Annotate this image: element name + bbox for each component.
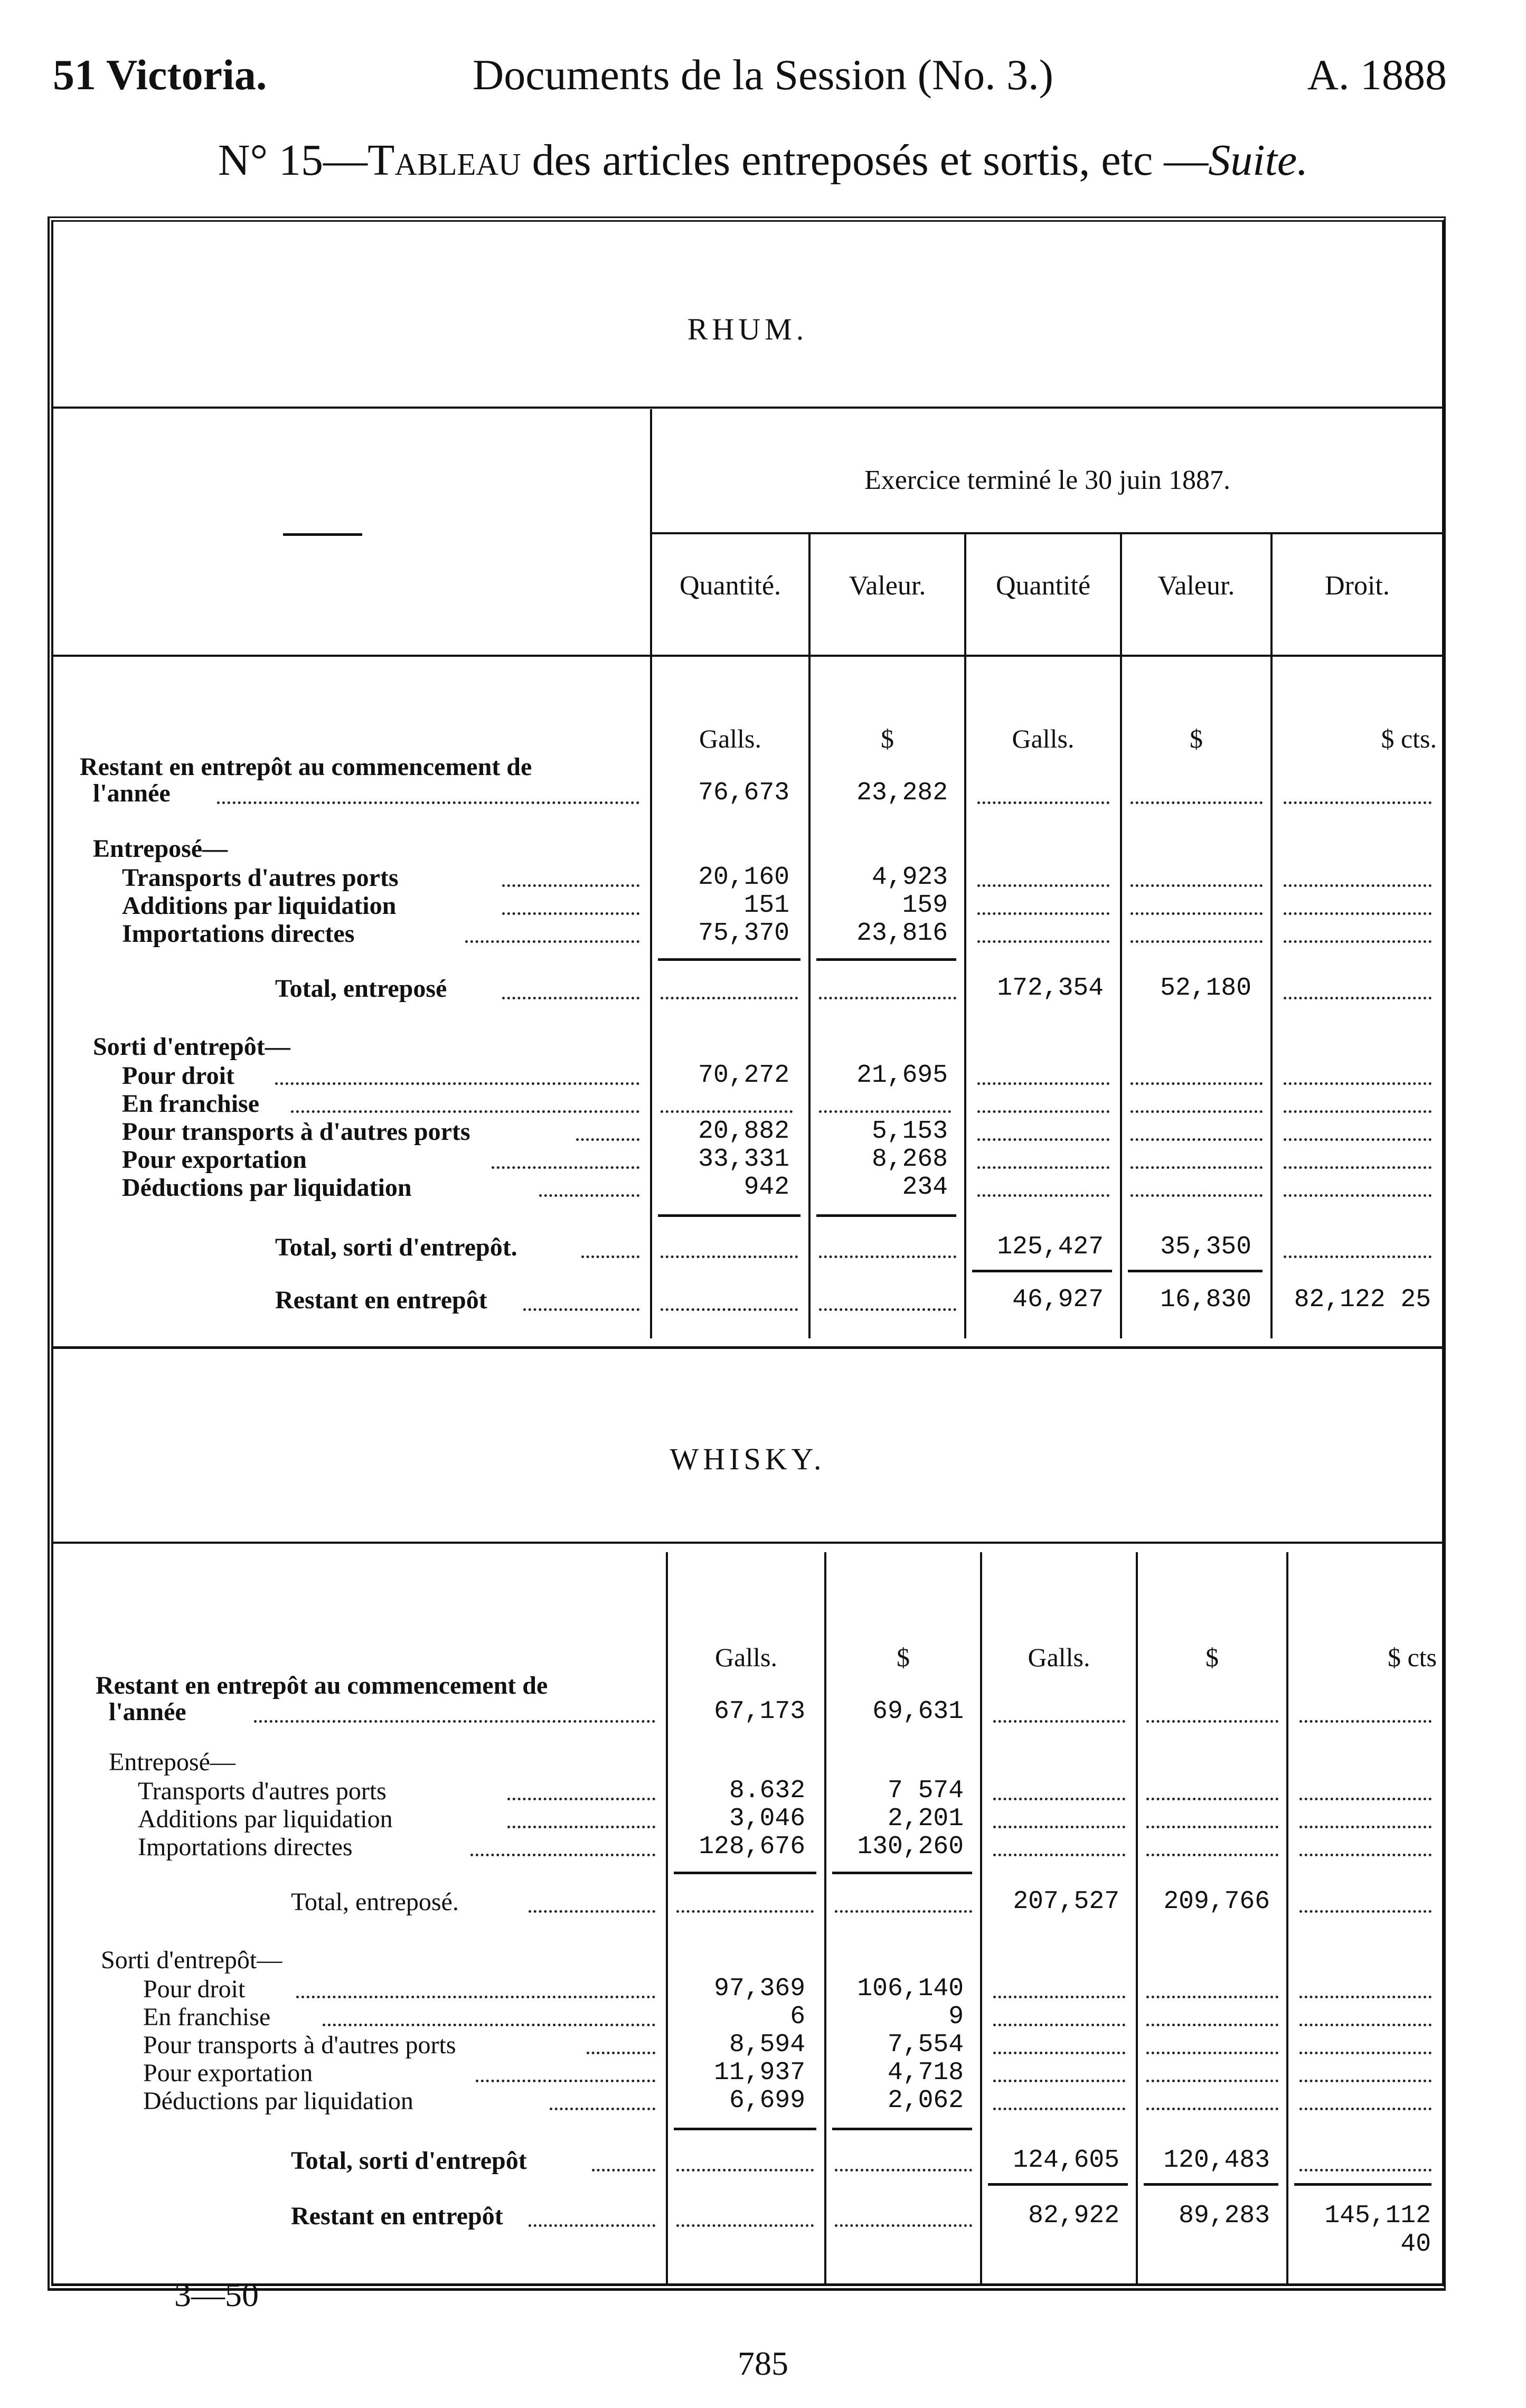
whisky-unit-droit: $ cts xyxy=(1387,1642,1437,1672)
rhum-unit-galls-1: Galls. xyxy=(699,724,762,753)
leader-dots xyxy=(977,940,1109,943)
rhum-col-line xyxy=(964,533,966,1338)
leader-dots xyxy=(661,1308,798,1311)
rhum-total-sorti-qty: 125,427 xyxy=(997,1233,1104,1261)
leader-dots xyxy=(977,1194,1109,1197)
whisky-deductions-val: 2,062 xyxy=(887,2086,964,2115)
running-header-right: A. 1888 xyxy=(1307,51,1447,99)
leader-dots xyxy=(1146,1798,1278,1800)
leader-dots xyxy=(1284,912,1431,915)
subtotal-rule xyxy=(972,1270,1112,1272)
leader-dots xyxy=(296,1996,655,1998)
leader-dots xyxy=(819,1308,956,1311)
rhum-opening-label-2: l'année xyxy=(93,779,171,807)
rhum-exportation-label: Pour exportation xyxy=(122,1146,307,1174)
col-head-droit: Droit. xyxy=(1325,571,1390,601)
rhum-opening-qty: 76,673 xyxy=(698,779,789,807)
leader-dots xyxy=(1131,801,1263,804)
whisky-unit-galls-1: Galls. xyxy=(714,1642,778,1672)
leader-dots xyxy=(993,1826,1125,1828)
leader-dots xyxy=(676,1910,814,1913)
col-head-quantite-2: Quantité xyxy=(995,571,1091,601)
leader-dots xyxy=(1131,1138,1263,1141)
rhum-total-sorti-val: 35,350 xyxy=(1160,1233,1251,1261)
whisky-opening-val: 69,631 xyxy=(872,1697,964,1726)
leader-dots xyxy=(470,1854,655,1856)
rhum-section xyxy=(53,222,1442,1349)
leader-dots xyxy=(1299,1996,1431,1998)
leader-dots xyxy=(1284,1166,1431,1169)
leader-dots xyxy=(1299,2052,1431,2054)
rhum-opening-label: Restant en entrepôt au commencement de xyxy=(80,753,532,781)
leader-dots xyxy=(993,1854,1125,1856)
rhum-exportation-val: 8,268 xyxy=(871,1145,948,1174)
leader-dots xyxy=(1146,1720,1278,1723)
rhum-col-line xyxy=(1270,533,1273,1338)
leader-dots xyxy=(835,1910,972,1913)
whisky-franchise-label: En franchise xyxy=(143,2003,271,2031)
subtotal-rule xyxy=(658,1214,800,1217)
rhum-title-rule xyxy=(53,407,1442,409)
leader-dots xyxy=(1299,1798,1431,1800)
leader-dots xyxy=(993,2024,1125,2026)
subtotal-rule xyxy=(988,2183,1128,2186)
rhum-transports-label: Transports d'autres ports xyxy=(122,864,399,892)
leader-dots xyxy=(539,1194,639,1197)
leader-dots xyxy=(1146,2108,1278,2110)
leader-dots xyxy=(977,912,1109,915)
leader-dots xyxy=(835,2224,972,2227)
leader-dots xyxy=(1299,2169,1431,2171)
whisky-opening-label-2: l'année xyxy=(109,1698,186,1726)
rhum-additions-val: 159 xyxy=(902,891,948,920)
rhum-additions-label: Additions par liquidation xyxy=(122,892,397,920)
rhum-deductions-label: Déductions par liquidation xyxy=(122,1174,412,1202)
period-rule xyxy=(652,532,1442,534)
rhum-total-entrepose-label: Total, entreposé xyxy=(275,975,447,1003)
leader-dots xyxy=(592,2169,655,2171)
subtotal-rule xyxy=(832,1872,972,1874)
leader-dots xyxy=(1284,1138,1431,1141)
whisky-entrepose-heading: Entreposé— xyxy=(109,1748,236,1776)
leader-dots xyxy=(1146,2080,1278,2082)
leader-dots xyxy=(581,1255,639,1258)
whisky-title: WHISKY. xyxy=(670,1442,826,1476)
leader-dots xyxy=(1284,1082,1431,1085)
leader-dots xyxy=(291,1110,639,1113)
whisky-additions-qty: 3,046 xyxy=(729,1805,805,1833)
leader-dots xyxy=(502,884,639,887)
leader-dots xyxy=(1146,2052,1278,2054)
leader-dots xyxy=(502,912,639,915)
rhum-transports-autres-val: 5,153 xyxy=(871,1117,948,1146)
whisky-pour-droit-label: Pour droit xyxy=(143,1975,246,2003)
leader-dots xyxy=(1146,2024,1278,2026)
leader-dots xyxy=(550,2108,655,2110)
leader-dots xyxy=(993,2108,1125,2110)
leader-dots xyxy=(1284,940,1431,943)
leader-dots xyxy=(523,1308,639,1311)
leader-dots xyxy=(819,1255,956,1258)
rhum-restant-val: 16,830 xyxy=(1160,1286,1251,1314)
rhum-pour-droit-qty: 70,272 xyxy=(698,1061,789,1090)
whisky-total-entrepose-val: 209,766 xyxy=(1163,1887,1270,1916)
whisky-deductions-label: Déductions par liquidation xyxy=(143,2087,413,2115)
whisky-importations-label: Importations directes xyxy=(138,1833,353,1861)
whisky-restant-qty: 82,922 xyxy=(1028,2202,1119,2230)
rhum-importations-label: Importations directes xyxy=(122,920,355,948)
rhum-transports-autres-label: Pour transports à d'autres ports xyxy=(122,1118,470,1146)
whisky-total-sorti-qty: 124,605 xyxy=(1013,2146,1119,2175)
whisky-transports-autres-label: Pour transports à d'autres ports xyxy=(143,2031,456,2059)
rhum-importations-qty: 75,370 xyxy=(698,919,789,948)
leader-dots xyxy=(1284,1194,1431,1197)
leader-dots xyxy=(835,2169,972,2171)
col-head-valeur-1: Valeur. xyxy=(849,571,926,601)
leader-dots xyxy=(1299,1826,1431,1828)
subtotal-rule xyxy=(1128,1270,1263,1272)
rhum-opening-val: 23,282 xyxy=(856,779,948,807)
rhum-exportation-qty: 33,331 xyxy=(698,1145,789,1174)
leader-dots xyxy=(661,997,798,999)
subtotal-rule xyxy=(832,2128,972,2130)
whisky-deductions-qty: 6,699 xyxy=(729,2086,805,2115)
leader-dots xyxy=(1131,912,1263,915)
leader-dots xyxy=(993,2080,1125,2082)
whisky-unit-galls-2: Galls. xyxy=(1028,1642,1090,1672)
leader-dots xyxy=(676,2224,814,2227)
whisky-exportation-qty: 11,937 xyxy=(714,2058,805,2087)
col-head-valeur-2: Valeur. xyxy=(1157,571,1235,601)
leader-dots xyxy=(254,1720,655,1723)
leader-dots xyxy=(1284,1255,1431,1258)
leader-dots xyxy=(977,801,1109,804)
leader-dots xyxy=(1284,997,1431,999)
leader-dots xyxy=(507,1798,655,1800)
leader-dots xyxy=(1146,1996,1278,1998)
leader-dots xyxy=(977,884,1109,887)
rhum-restant-label: Restant en entrepôt xyxy=(275,1286,487,1314)
page-number: 785 xyxy=(738,2345,788,2382)
table-title-rest: des articles entreposés et sortis, etc — xyxy=(521,136,1209,185)
rhum-title: RHUM. xyxy=(687,312,808,346)
leader-dots xyxy=(1131,1110,1263,1113)
whisky-transports-val: 7 574 xyxy=(887,1777,964,1805)
rhum-pour-droit-val: 21,695 xyxy=(856,1061,948,1090)
leader-dots xyxy=(819,1110,951,1113)
whisky-transports-qty: 8.632 xyxy=(729,1777,805,1805)
leader-dots xyxy=(1284,801,1431,804)
whisky-importations-val: 130,260 xyxy=(857,1833,964,1861)
rhum-entrepose-heading: Entreposé— xyxy=(93,835,228,863)
rhum-sorti-heading: Sorti d'entrepôt— xyxy=(93,1033,290,1061)
leader-dots xyxy=(1146,1854,1278,1856)
subtotal-rule xyxy=(658,958,800,961)
whisky-pour-droit-val: 106,140 xyxy=(857,1975,964,2003)
table-title xyxy=(0,135,1526,186)
leader-dots xyxy=(1131,940,1263,943)
whisky-opening-label: Restant en entrepôt au commencement de xyxy=(96,1672,548,1699)
subtotal-rule xyxy=(1144,2183,1278,2186)
whisky-section xyxy=(53,1346,1442,2283)
whisky-title-rule xyxy=(53,1542,1442,1544)
whisky-exportation-val: 4,718 xyxy=(887,2058,964,2087)
leader-dots xyxy=(1131,1166,1263,1169)
rhum-total-sorti-label: Total, sorti d'entrepôt. xyxy=(275,1233,517,1261)
whisky-total-entrepose-label: Total, entreposé. xyxy=(291,1888,459,1916)
leader-dots xyxy=(217,801,639,804)
leader-dots xyxy=(977,1166,1109,1169)
whisky-restant-label: Restant en entrepôt xyxy=(291,2202,503,2230)
leader-dots xyxy=(1284,884,1431,887)
running-header-center: Documents de la Session (No. 3.) xyxy=(473,51,1053,99)
leader-dots xyxy=(1299,1854,1431,1856)
whisky-restant-val: 89,283 xyxy=(1179,2202,1270,2230)
leader-dots xyxy=(476,2080,655,2082)
whisky-exportation-label: Pour exportation xyxy=(143,2059,313,2087)
leader-dots xyxy=(1299,1720,1431,1723)
whisky-transports-label: Transports d'autres ports xyxy=(138,1777,387,1805)
whisky-unit-dollar-2: $ xyxy=(1205,1642,1219,1672)
leader-dots xyxy=(1299,2108,1431,2110)
stub-dash xyxy=(283,533,362,536)
table-title-smallcaps: Tableau xyxy=(368,136,521,185)
subtotal-rule xyxy=(816,958,956,961)
leader-dots xyxy=(576,1138,639,1141)
subtotal-rule xyxy=(816,1214,956,1217)
whisky-pour-droit-qty: 97,369 xyxy=(714,1975,805,2003)
whisky-sorti-heading: Sorti d'entrepôt— xyxy=(101,1946,282,1974)
leader-dots xyxy=(529,1910,655,1913)
leader-dots xyxy=(1284,1110,1431,1113)
leader-dots xyxy=(323,2024,655,2026)
whisky-franchise-val: 9 xyxy=(948,2003,964,2031)
header-rule xyxy=(53,655,1442,657)
whisky-additions-label: Additions par liquidation xyxy=(138,1805,393,1833)
table-title-suffix: Suite. xyxy=(1208,136,1308,185)
leader-dots xyxy=(1131,884,1263,887)
rhum-pour-droit-label: Pour droit xyxy=(122,1062,234,1090)
col-head-quantite-1: Quantité. xyxy=(679,571,781,601)
rhum-restant-qty: 46,927 xyxy=(1012,1286,1104,1314)
rhum-restant-droit: 82,122 25 xyxy=(1294,1286,1431,1314)
leader-dots xyxy=(993,2052,1125,2054)
leader-dots xyxy=(977,1082,1109,1085)
whisky-transports-autres-val: 7,554 xyxy=(887,2031,964,2059)
rhum-importations-val: 23,816 xyxy=(856,919,948,948)
leader-dots xyxy=(1131,1194,1263,1197)
rhum-unit-droit: $ cts. xyxy=(1381,724,1437,753)
leader-dots xyxy=(676,2169,814,2171)
period-caption: Exercice terminé le 30 juin 1887. xyxy=(864,465,1231,495)
whisky-restant-droit: 145,112 40 xyxy=(1324,2202,1431,2259)
rhum-transports-qty: 20,160 xyxy=(698,863,789,892)
rhum-deductions-qty: 942 xyxy=(743,1173,789,1202)
leader-dots xyxy=(819,997,956,999)
whisky-additions-val: 2,201 xyxy=(887,1805,964,1833)
rhum-unit-dollar-2: $ xyxy=(1190,724,1203,753)
rhum-total-entrepose-val: 52,180 xyxy=(1160,974,1251,1003)
leader-dots xyxy=(502,997,639,999)
leader-dots xyxy=(1299,2024,1431,2026)
rhum-col-line xyxy=(1120,533,1122,1338)
whisky-opening-qty: 67,173 xyxy=(714,1697,805,1726)
whisky-total-sorti-val: 120,483 xyxy=(1163,2146,1270,2175)
leader-dots xyxy=(661,1110,793,1113)
running-header-left: 51 Victoria. xyxy=(53,51,267,99)
leader-dots xyxy=(1146,1826,1278,1828)
sheet-reference: 3—50 xyxy=(174,2276,259,2313)
leader-dots xyxy=(993,1798,1125,1800)
leader-dots xyxy=(492,1166,639,1169)
table-title-prefix: N° 15— xyxy=(218,136,368,185)
leader-dots xyxy=(465,940,639,943)
rhum-deductions-val: 234 xyxy=(902,1173,948,1202)
leader-dots xyxy=(1131,1082,1263,1085)
rhum-transports-autres-qty: 20,882 xyxy=(698,1117,789,1146)
leader-dots xyxy=(587,2052,655,2054)
subtotal-rule xyxy=(674,1872,816,1874)
subtotal-rule xyxy=(674,2128,816,2130)
leader-dots xyxy=(507,1826,655,1828)
leader-dots xyxy=(993,1720,1125,1723)
rhum-transports-val: 4,923 xyxy=(871,863,948,892)
leader-dots xyxy=(275,1082,639,1085)
leader-dots xyxy=(993,1996,1125,1998)
leader-dots xyxy=(1299,1910,1431,1913)
leader-dots xyxy=(529,2224,655,2227)
whisky-total-entrepose-qty: 207,527 xyxy=(1013,1887,1119,1916)
whisky-franchise-qty: 6 xyxy=(790,2003,805,2031)
rhum-unit-dollar-1: $ xyxy=(881,724,894,753)
rhum-total-entrepose-qty: 172,354 xyxy=(997,974,1104,1003)
leader-dots xyxy=(977,1138,1109,1141)
whisky-transports-autres-qty: 8,594 xyxy=(729,2031,805,2059)
whisky-unit-dollar-1: $ xyxy=(897,1642,910,1672)
rhum-franchise-label: En franchise xyxy=(122,1090,260,1118)
subtotal-rule xyxy=(1294,2183,1431,2186)
rhum-additions-qty: 151 xyxy=(743,891,789,920)
table-frame xyxy=(48,216,1446,2291)
leader-dots xyxy=(977,1110,1109,1113)
whisky-importations-qty: 128,676 xyxy=(699,1833,805,1861)
leader-dots xyxy=(661,1255,798,1258)
rhum-unit-galls-2: Galls. xyxy=(1012,724,1075,753)
whisky-total-sorti-label: Total, sorti d'entrepôt xyxy=(291,2147,527,2175)
leader-dots xyxy=(1299,2080,1431,2082)
